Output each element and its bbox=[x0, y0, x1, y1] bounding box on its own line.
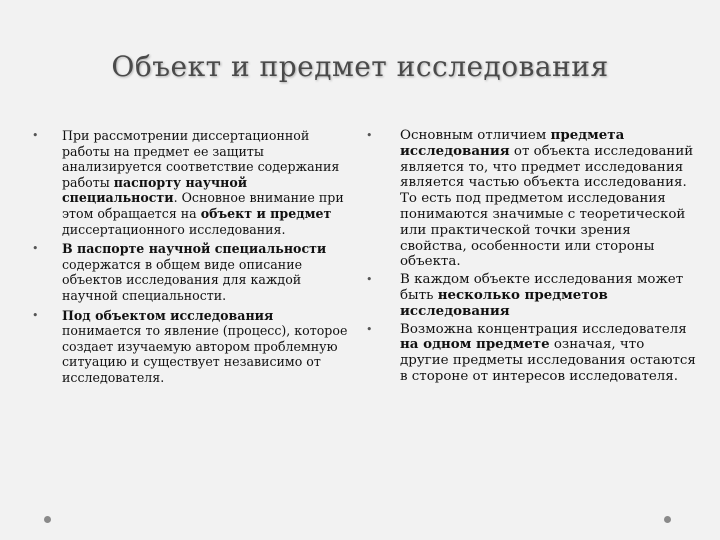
right-column bbox=[366, 128, 696, 385]
left-bullet-list bbox=[28, 128, 348, 386]
bullet-icon: • bbox=[32, 129, 39, 142]
text: Возможна концентрация исследователя bbox=[400, 321, 687, 337]
right-bullet-2 bbox=[366, 272, 696, 319]
bullet-icon: • bbox=[366, 273, 373, 287]
bold-text: несколько предметов исследования bbox=[400, 286, 608, 319]
text: содержатся в общем виде описание объектов исследования для каждой научной специальности. bbox=[62, 256, 303, 303]
bold-text: паспорту научной специальности bbox=[62, 174, 248, 206]
bold-text: В паспорте научной специальности bbox=[62, 241, 327, 257]
bold-text: Под объектом исследования bbox=[62, 307, 274, 323]
text: . Основное внимание при этом обращается на bbox=[62, 190, 344, 221]
slide-title: Объект и предмет исследования bbox=[111, 50, 609, 83]
text: понимается то явление (процесс), которое создает изучаемую автором проблемную ситуацию и существует независимо от исследователя. bbox=[62, 323, 348, 385]
bold-text: на одном предмете bbox=[400, 336, 550, 353]
text: Основным отличием bbox=[400, 128, 551, 143]
right-bullet-1 bbox=[366, 128, 696, 270]
bullet-icon: • bbox=[32, 242, 39, 256]
left-bullet-2 bbox=[28, 241, 348, 303]
right-bullet-list bbox=[366, 128, 696, 385]
text: При рассмотрении диссертационной работы на предмет ее защиты анализируется соответствие содержания работы bbox=[62, 128, 340, 190]
right-bullet-3 bbox=[366, 322, 696, 385]
bold-text: объект и предмет bbox=[200, 205, 332, 221]
text: диссертационного исследования. bbox=[62, 221, 286, 237]
bullet-icon: • bbox=[32, 308, 39, 322]
bold-text: предмета исследования bbox=[400, 127, 625, 159]
decorative-dot-right bbox=[664, 516, 671, 523]
text: В каждом объекте исследования может быть bbox=[400, 272, 684, 303]
left-column bbox=[28, 128, 348, 386]
left-bullet-1 bbox=[28, 128, 348, 237]
left-bullet-3 bbox=[28, 308, 348, 386]
decorative-dot-left bbox=[44, 516, 51, 523]
bullet-icon: • bbox=[366, 129, 373, 142]
bullet-icon: • bbox=[366, 322, 373, 336]
text: означая, что другие предметы исследования остаются в стороне от интересов исследователя. bbox=[400, 337, 696, 384]
text: от объекта исследований является то, что предмет исследования является частью объекта исследования. То есть под предметом исследования понимаются значимые с теоретической или практической точки зрения свойства, особенности или стороны объекта. bbox=[400, 143, 694, 270]
